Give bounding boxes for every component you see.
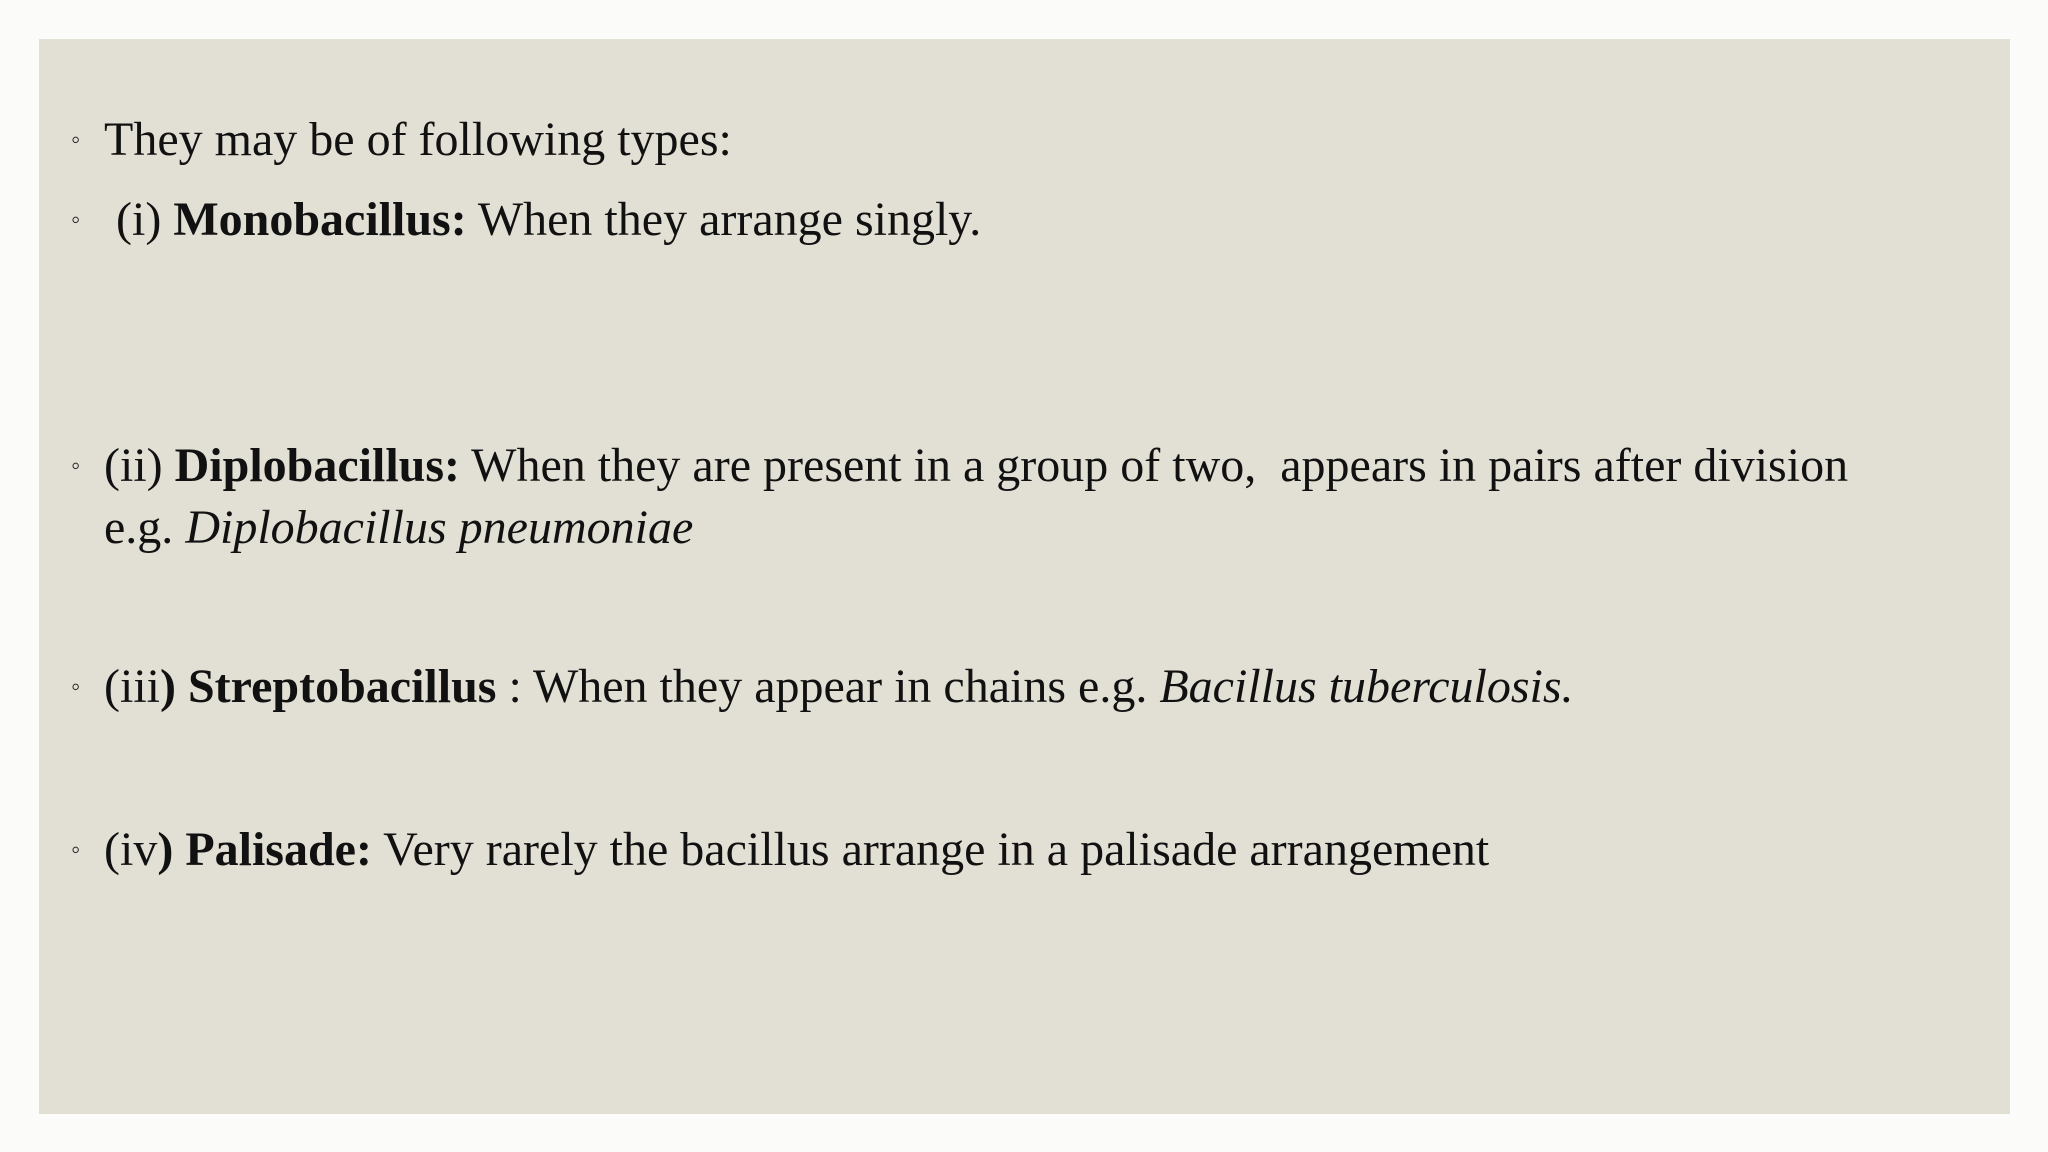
item-term: Monobacillus: [173, 193, 467, 246]
bullet-text [104, 819, 1894, 881]
bullet-circle-icon: ◦ [71, 835, 81, 864]
bullet-circle-icon: ◦ [71, 672, 81, 701]
item-example: Diplobacillus pneumoniae [185, 501, 694, 554]
bullet-text [104, 109, 1894, 171]
item-prefix: (iv [104, 823, 158, 876]
item-description: When they arrange singly. [466, 193, 982, 246]
bullet-text [104, 189, 1894, 251]
slide-canvas [39, 39, 2010, 1114]
bullet-text [104, 656, 1894, 718]
intro-text: They may be of following types: [104, 113, 732, 166]
item-description: When they are present in a group of two, appears in pairs after division e.g. [104, 439, 1873, 554]
item-term: ) Palisade: [157, 823, 372, 876]
item-example: Bacillus tuberculosis. [1159, 660, 1574, 713]
bullet-circle-icon: ◦ [71, 451, 81, 480]
item-prefix: (iii [104, 660, 160, 713]
bullet-text [104, 435, 1894, 559]
item-prefix: (ii) [104, 439, 175, 492]
item-term: ) Streptobacillus [160, 660, 497, 713]
item-term: Diplobacillus: [174, 439, 461, 492]
bullet-circle-icon: ◦ [71, 205, 81, 234]
bullet-circle-icon: ◦ [71, 125, 81, 154]
item-description: : When they appear in chains e.g. [496, 660, 1160, 713]
item-description: Very rarely the bacillus arrange in a palisade arrangement [371, 823, 1490, 876]
item-prefix: (i) [104, 193, 174, 246]
